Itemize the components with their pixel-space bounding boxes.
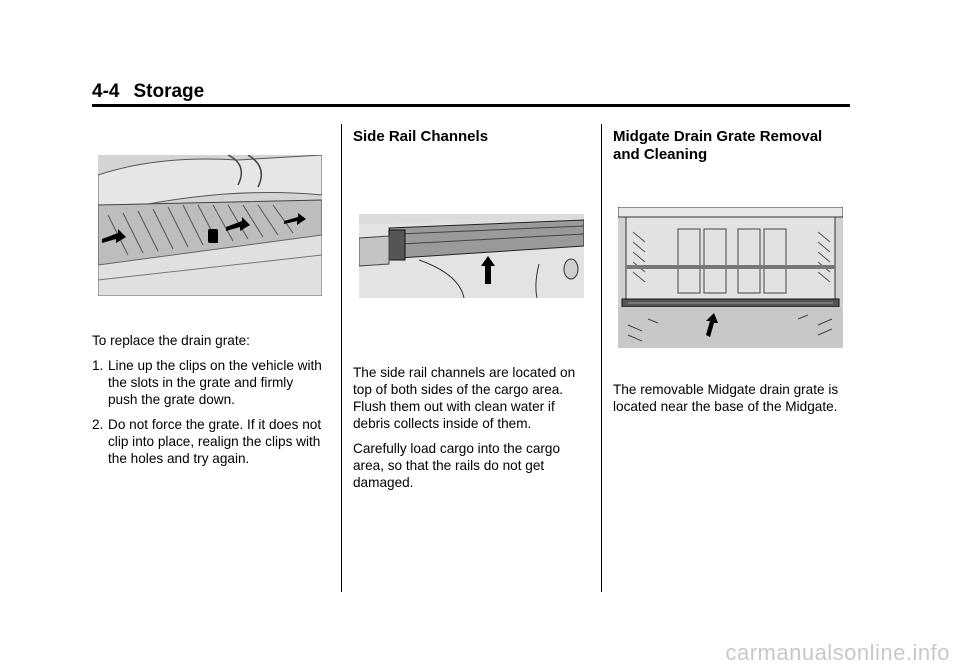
step-text: Do not force the grate. If it does not clip into place, realign the clips with the holes and try again.: [108, 417, 322, 466]
drain-grate-illustration: [98, 155, 322, 296]
midgate-grate-illustration: [618, 207, 843, 348]
paragraph: The removable Midgate drain grate is located near the base of the Midgate.: [613, 382, 839, 414]
section-title: Storage: [133, 81, 205, 102]
paragraph: Carefully load cargo into the cargo area, so that the rails do not get damaged.: [353, 441, 561, 490]
section-number: 4-4: [92, 81, 120, 102]
step-text: Line up the clips on the vehicle with the slots in the grate and firmly push the grate down.: [108, 358, 322, 407]
column-3: [613, 128, 850, 164]
column-3-body: [613, 381, 850, 423]
section-heading: Side Rail Channels: [353, 128, 489, 145]
page-header: [92, 80, 850, 104]
list-item: [92, 416, 324, 467]
column-2: [353, 128, 588, 146]
steps-list: [92, 357, 324, 467]
section-heading: Midgate Drain Grate Removal and Cleaning: [613, 128, 823, 163]
list-item: [92, 357, 324, 408]
header-title: [92, 80, 850, 104]
header-rule: [92, 104, 850, 107]
side-rail-illustration: [359, 214, 584, 298]
intro-text: To replace the drain grate:: [92, 333, 250, 348]
column-divider: [601, 124, 602, 592]
watermark: carmanualsonline.info: [725, 640, 950, 665]
column-1: [92, 332, 324, 475]
column-2-body: [353, 364, 588, 499]
step-number: 2.: [92, 417, 104, 432]
column-divider: [341, 124, 342, 592]
paragraph: The side rail channels are located on top of both sides of the cargo area. Flush them out with clean water if debris collects inside of them.: [353, 365, 576, 431]
step-number: 1.: [92, 358, 104, 373]
